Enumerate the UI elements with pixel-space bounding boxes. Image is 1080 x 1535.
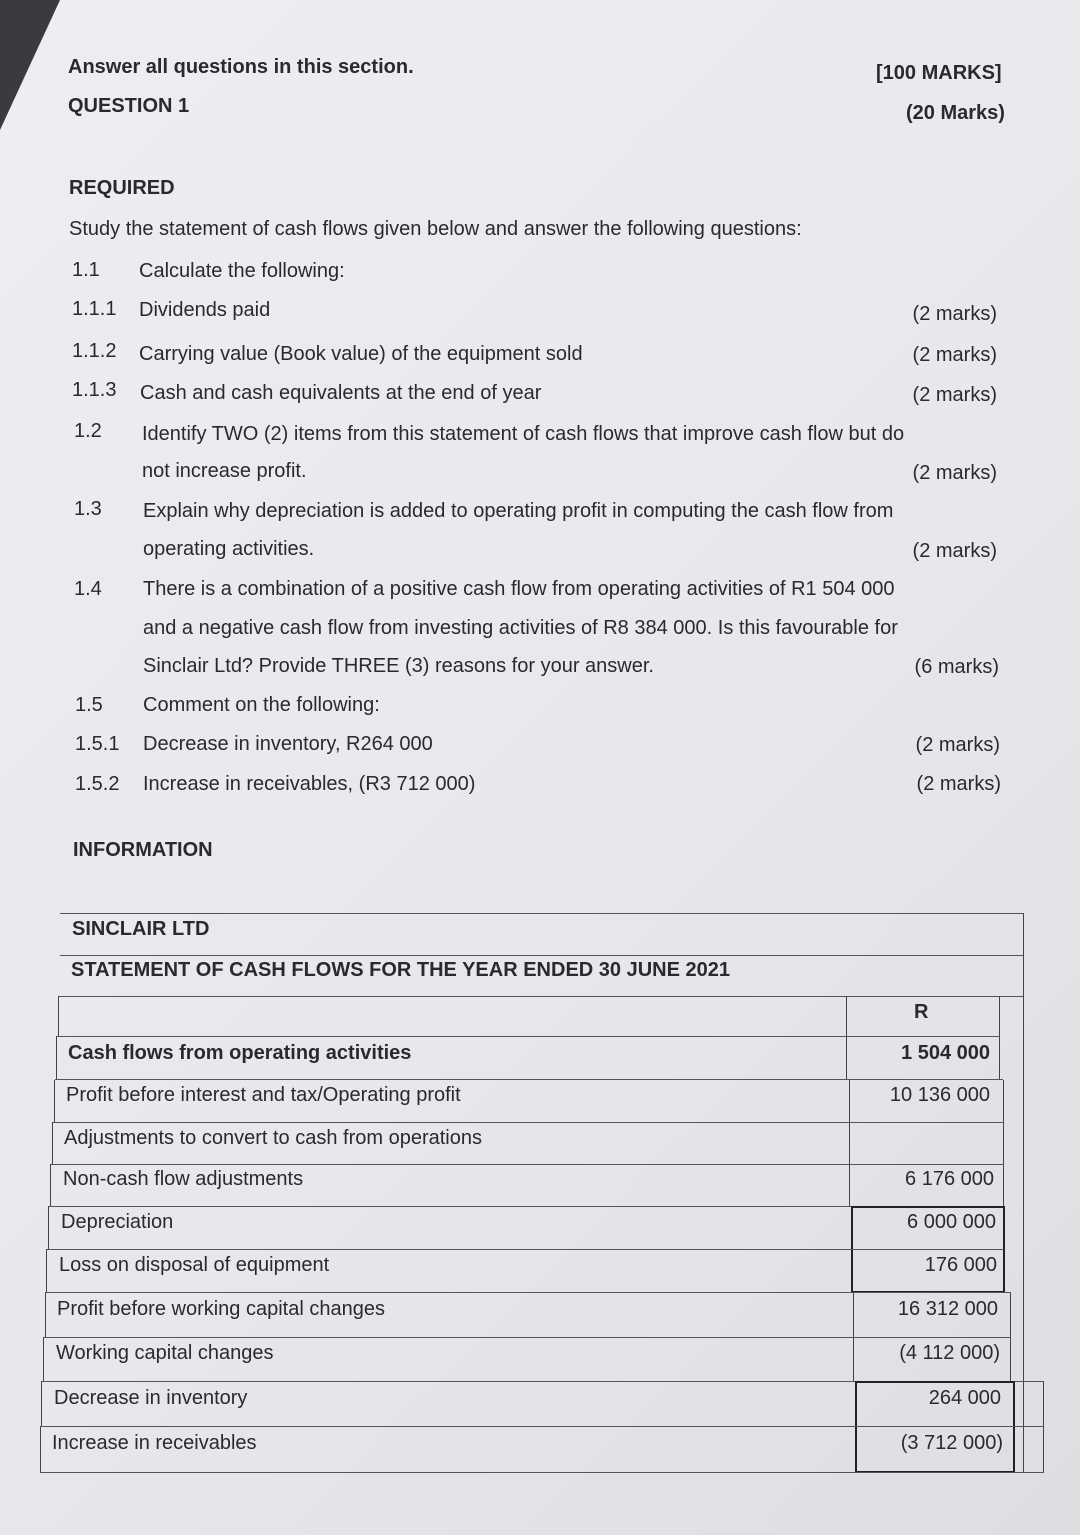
row-value: 10 136 000 xyxy=(889,1084,990,1106)
row-divider xyxy=(44,1337,1011,1338)
table-left-border xyxy=(54,1080,55,1122)
table-right-border xyxy=(1023,996,1024,1472)
row-value: 6 176 000 xyxy=(905,1168,994,1190)
item-text: Identify TWO (2) items from this statement of cash flows that improve cash flow but do xyxy=(142,423,905,445)
row-label: Profit before working capital changes xyxy=(57,1298,385,1320)
row-label: Adjustments to convert to cash from operations xyxy=(64,1127,482,1149)
table-left-border xyxy=(58,996,59,1036)
item-marks: (2 marks) xyxy=(912,384,997,406)
row-label: Decrease in inventory xyxy=(54,1387,248,1409)
total-marks: [100 MARKS] xyxy=(876,62,1002,84)
table-left-border xyxy=(56,1036,57,1080)
item-text: Comment on the following: xyxy=(143,694,380,716)
item-number: 1.5.1 xyxy=(75,733,120,755)
row-divider xyxy=(40,1426,1043,1427)
table-left-border xyxy=(46,1249,47,1292)
row-divider xyxy=(47,1249,1004,1250)
row-label: Non-cash flow adjustments xyxy=(63,1168,304,1190)
table-left-border xyxy=(45,1292,46,1337)
item-marks: (2 marks) xyxy=(912,344,997,366)
value-column-right-border xyxy=(999,996,1000,1080)
company-name: SINCLAIR LTD xyxy=(72,918,210,940)
row-divider xyxy=(53,1122,1003,1123)
row-divider xyxy=(57,1036,1000,1037)
item-text: Explain why depreciation is added to operating profit in computing the cash flow from xyxy=(143,500,894,522)
row-label: Loss on disposal of equipment xyxy=(59,1254,330,1276)
row-value: (3 712 000) xyxy=(900,1432,1003,1454)
row-value: 264 000 xyxy=(928,1387,1001,1409)
item-number: 1.3 xyxy=(74,498,102,520)
table-left-border xyxy=(40,1426,41,1472)
item-text-continued: Sinclair Ltd? Provide THREE (3) reasons for your answer. xyxy=(143,655,654,677)
table-left-border xyxy=(52,1122,53,1164)
row-value: 16 312 000 xyxy=(897,1298,998,1320)
table-outer-right-border xyxy=(1043,1381,1044,1472)
item-number: 1.1.1 xyxy=(72,298,117,320)
item-text: Dividends paid xyxy=(139,299,271,321)
item-number: 1.1 xyxy=(72,259,100,281)
row-value: 1 504 000 xyxy=(901,1042,990,1064)
question-title: QUESTION 1 xyxy=(68,95,190,117)
row-value: 6 000 000 xyxy=(907,1211,996,1233)
item-number: 1.1.2 xyxy=(72,340,117,362)
item-marks: (2 marks) xyxy=(915,734,1000,756)
question-marks: (20 Marks) xyxy=(906,102,1005,124)
item-text: Carrying value (Book value) of the equipment sold xyxy=(139,343,583,365)
row-divider xyxy=(51,1164,1004,1165)
item-text: Increase in receivables, (R3 712 000) xyxy=(143,773,476,795)
information-heading: INFORMATION xyxy=(73,839,213,861)
instruction-text: Answer all questions in this section. xyxy=(68,56,414,78)
item-text-continued: and a negative cash flow from investing activities of R8 384 000. Is this favourable for xyxy=(143,617,898,639)
table-columns-top xyxy=(58,996,1023,997)
item-marks: (2 marks) xyxy=(912,462,997,484)
row-value: 176 000 xyxy=(924,1254,997,1276)
value-column-divider xyxy=(846,996,847,1080)
item-text: Decrease in inventory, R264 000 xyxy=(143,733,433,755)
table-header-divider xyxy=(60,955,1023,956)
page-corner-shadow xyxy=(0,0,60,130)
item-text: Calculate the following: xyxy=(139,260,345,282)
row-label: Depreciation xyxy=(61,1211,174,1233)
item-text-continued: operating activities. xyxy=(143,538,315,560)
table-left-border xyxy=(43,1337,44,1381)
row-value: (4 112 000) xyxy=(899,1342,1000,1364)
table-left-border xyxy=(41,1381,42,1426)
row-divider xyxy=(55,1079,1003,1080)
currency-header: R xyxy=(914,1001,929,1023)
value-column-divider xyxy=(849,1080,850,1206)
row-label: Profit before interest and tax/Operating profit xyxy=(66,1084,461,1106)
item-number: 1.2 xyxy=(74,420,102,442)
item-marks: (6 marks) xyxy=(914,656,999,678)
item-number: 1.4 xyxy=(74,578,102,600)
row-label: Increase in receivables xyxy=(52,1432,257,1454)
item-marks: (2 marks) xyxy=(912,540,997,562)
value-column-right-border xyxy=(1003,1080,1004,1206)
item-number: 1.5.2 xyxy=(75,773,120,795)
table-top-border xyxy=(60,913,1023,914)
item-text-continued: not increase profit. xyxy=(142,460,307,482)
item-text: There is a combination of a positive cash flow from operating activities of R1 504 000 xyxy=(143,578,895,600)
row-divider xyxy=(45,1292,1011,1293)
required-heading: REQUIRED xyxy=(69,177,175,199)
row-label: Working capital changes xyxy=(56,1342,274,1364)
table-left-border xyxy=(48,1206,49,1249)
table-bottom-border xyxy=(40,1472,1044,1473)
row-label: Cash flows from operating activities xyxy=(68,1042,412,1064)
table-right-border-top xyxy=(1023,913,1024,997)
table-left-border xyxy=(50,1164,51,1206)
item-marks: (2 marks) xyxy=(912,303,997,325)
item-text: Cash and cash equivalents at the end of year xyxy=(140,382,542,404)
statement-title: STATEMENT OF CASH FLOWS FOR THE YEAR ENDED 30 JUNE 2021 xyxy=(71,959,730,981)
required-intro: Study the statement of cash flows given below and answer the following questions: xyxy=(69,218,802,240)
item-number: 1.5 xyxy=(75,694,103,716)
item-marks: (2 marks) xyxy=(916,773,1001,795)
item-number: 1.1.3 xyxy=(72,379,117,401)
